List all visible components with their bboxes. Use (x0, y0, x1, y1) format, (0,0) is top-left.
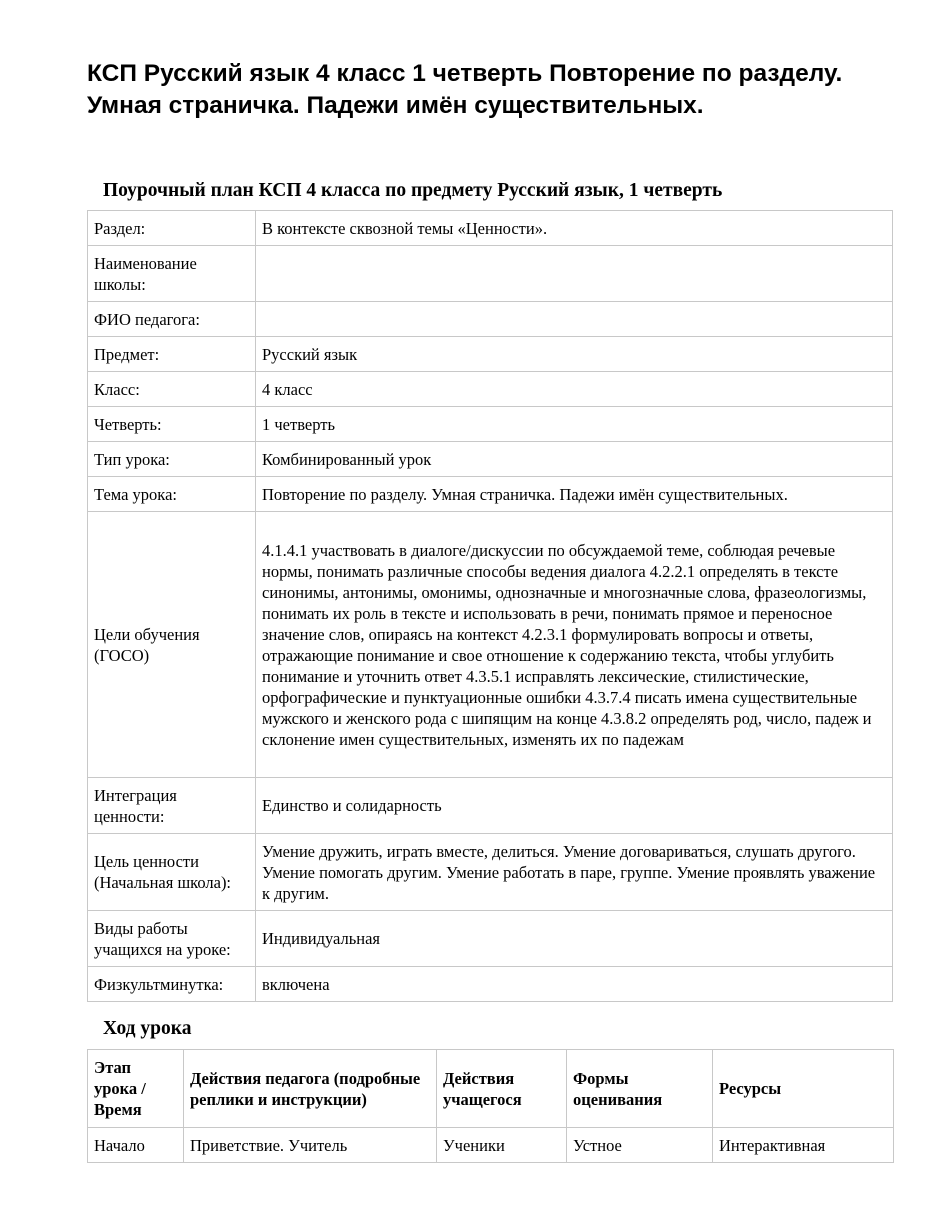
table-row (88, 477, 893, 512)
row-label: Цели обучения (ГОСО) (88, 512, 256, 778)
row-label: Тип урока: (88, 442, 256, 477)
table-row (88, 337, 893, 372)
table-row (88, 967, 893, 1002)
lesson-section-title: Ход урока (103, 1018, 192, 1039)
row-value: Единство и солидарность (256, 778, 893, 834)
row-label: Четверть: (88, 407, 256, 442)
row-label: Тема урока: (88, 477, 256, 512)
table-row (88, 512, 893, 778)
column-header: Формы оценивания (567, 1050, 713, 1128)
table-row (88, 778, 893, 834)
table-row (88, 211, 893, 246)
row-value: Индивидуальная (256, 911, 893, 967)
column-header: Действия учащегося (437, 1050, 567, 1128)
table-row (88, 442, 893, 477)
table-row (88, 834, 893, 911)
lesson-flow-table (87, 1049, 894, 1163)
table-cell: Ученики (437, 1128, 567, 1163)
table-row (88, 407, 893, 442)
row-label: Интеграция ценности: (88, 778, 256, 834)
table-row (88, 1128, 894, 1163)
row-label: Физкультминутка: (88, 967, 256, 1002)
row-value: Умение дружить, играть вместе, делиться. Умение договариваться, слушать другого. Умение помогать другим. Умение работать в паре, группе. Умение проявлять уважение к другим. (256, 834, 893, 911)
row-label: Раздел: (88, 211, 256, 246)
row-value: Русский язык (256, 337, 893, 372)
table-row (88, 911, 893, 967)
row-value (256, 246, 893, 302)
table-cell: Начало (88, 1128, 184, 1163)
row-value: включена (256, 967, 893, 1002)
row-value: Комбинированный урок (256, 442, 893, 477)
table-row (88, 246, 893, 302)
table-row (88, 372, 893, 407)
row-value: Повторение по разделу. Умная страничка. Падежи имён существительных. (256, 477, 893, 512)
lesson-info-table (87, 210, 893, 1002)
row-label: Цель ценности (Начальная школа): (88, 834, 256, 911)
row-label: ФИО педагога: (88, 302, 256, 337)
row-value: 4 класс (256, 372, 893, 407)
table-cell: Интерактивная (713, 1128, 894, 1163)
row-label: Класс: (88, 372, 256, 407)
row-value: 1 четверть (256, 407, 893, 442)
column-header: Действия педагога (подробные реплики и инструкции) (184, 1050, 437, 1128)
table-header-row (88, 1050, 894, 1128)
row-value: В контексте сквозной темы «Ценности». (256, 211, 893, 246)
table-row (88, 302, 893, 337)
column-header: Этап урока / Время (88, 1050, 184, 1128)
page-title: КСП Русский язык 4 класс 1 четверть Повторение по разделу. Умная страничка. Падежи имён существительных. (87, 60, 843, 119)
row-label: Виды работы учащихся на уроке: (88, 911, 256, 967)
row-label: Предмет: (88, 337, 256, 372)
row-value: 4.1.4.1 участвовать в диалоге/дискуссии по обсуждаемой теме, соблюдая речевые нормы, понимать различные способы ведения диалога 4.2.2.1 определять в тексте синонимы, антонимы, омонимы, однозначные и многозначные слова, фразеологизмы, понимать их роль в тексте и использовать в речи, понимать прямое и переносное значение слов, опираясь на контекст 4.2.3.1 формулировать вопросы и ответы, отражающие понимание и свое отношение к содержанию текста, чтобы углубить понимание и уточнить ответ 4.3.5.1 исправлять лексические, стилистические, орфографические и пунктуационные ошибки 4.3.7.4 писать имена существительные мужского и женского рода с шипящим на конце 4.3.8.2 определять род, число, падеж и склонение имен существительных, изменять их по падежам (256, 512, 893, 778)
row-value (256, 302, 893, 337)
table-cell: Устное (567, 1128, 713, 1163)
table-cell: Приветствие. Учитель (184, 1128, 437, 1163)
row-label: Наименование школы: (88, 246, 256, 302)
column-header: Ресурсы (713, 1050, 894, 1128)
plan-subtitle: Поурочный план КСП 4 класса по предмету Русский язык, 1 четверть (103, 180, 723, 201)
